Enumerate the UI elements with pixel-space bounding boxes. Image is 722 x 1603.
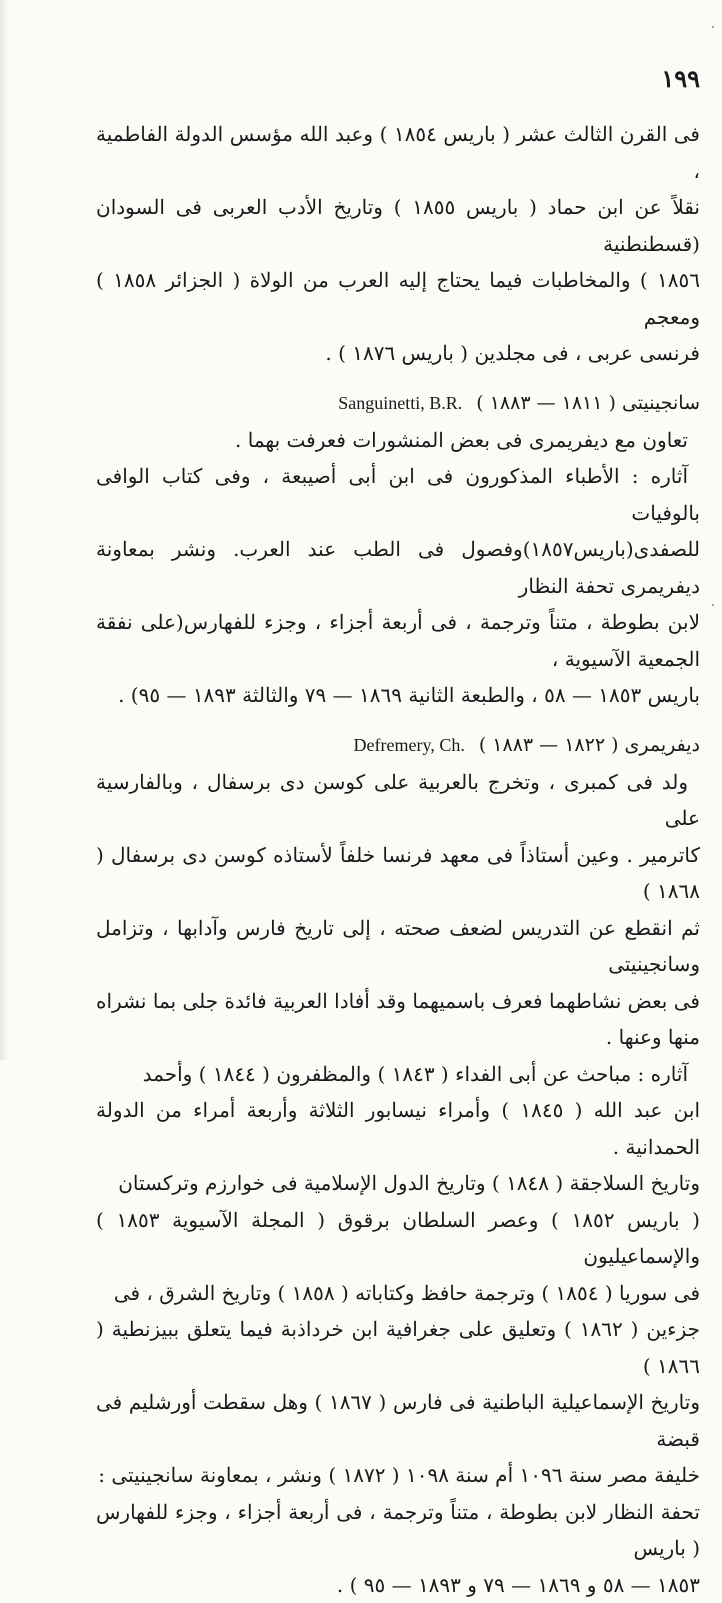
text-line: فرنسى عربى ، فى مجلدين ( باريس ١٨٧٦ ) . [96,335,700,372]
entry-works-paragraph [96,458,700,714]
entry-works-paragraph [96,1056,700,1603]
text-line: ١٨٥٦ ) والمخاطبات فيما يحتاج إليه العرب من الولاة ( الجزائر ١٨٥٨ ) ومعجم [96,262,700,335]
text-line: آثاره : مباحث عن أبى الفداء ( ١٨٤٣ ) والمظفرون ( ١٨٤٤ ) وأحمد [96,1056,700,1093]
text-line: كاترمير . وعين أستاذاً فى معهد فرنسا خلفاً لأستاذه كوسن دى برسفال ( ١٨٦٨ ) [96,837,700,910]
text-line: ثم انقطع عن التدريس لضعف صحته ، إلى تاريخ فارس وآدابها ، وتزامل وسانجينيتى [96,910,700,983]
text-line: ولد فى كمبرى ، وتخرج بالعربية على كوسن دى برسفال ، وبالفارسية على [96,764,700,837]
text-line: نقلاً عن ابن حماد ( باريس ١٨٥٥ ) وتاريخ الأدب العربى فى السودان (قسطنطنية [96,189,700,262]
text-line: ابن عبد الله ( ١٨٤٥ ) وأمراء نيسابور الثلاثة وأربعة أمراء من الدولة الحمدانية . [96,1092,700,1165]
text-line: خليفة مصر سنة ١٠٩٦ أم سنة ١٠٩٨ ( ١٨٧٢ ) ونشر ، بمعاونة سانجينيتى : [96,1457,700,1494]
entry-heading-arabic: ديفريمرى ( ١٨٢٢ — ١٨٨٣ ) [479,728,700,762]
paper-speck [712,604,714,606]
text-line: باريس ١٨٥٣ — ٥٨ ، والطبعة الثانية ١٨٦٩ — ٧٩ والثالثة ١٨٩٣ — ٩٥) . [96,677,700,714]
text-line: للصفدى(باريس١٨٥٧)وفصول فى الطب عند العرب. ونشر بمعاونة ديفريمرى تحفة النظار [96,531,700,604]
text-line: وتاريخ السلاجقة ( ١٨٤٨ ) وتاريخ الدول الإسلامية فى خوارزم وتركستان [96,1165,700,1202]
entry-paragraph [96,764,700,1056]
entry-heading-latin: Sanguinetti, B.R. [338,386,462,420]
paper-speck [712,26,714,28]
entry-heading-arabic: سانجينيتى ( ١٨١١ — ١٨٨٣ ) [476,386,700,420]
text-line: تعاون مع ديفريمرى فى بعض المنشورات فعرفت بهما . [96,422,700,459]
text-line: لابن بطوطة ، متناً وترجمة ، فى أربعة أجزاء ، وجزء للفهارس(على نفقة الجمعية الآسيوية ، [96,604,700,677]
text-line: ( باريس ١٨٥٢ ) وعصر السلطان برقوق ( المجلة الآسيوية ١٨٥٣ ) والإسماعيليون [96,1202,700,1275]
text-line: فى بعض نشاطهما فعرف باسميهما وقد أفادا العربية فائدة جلى بما نشراه منها وعنها . [96,983,700,1056]
entry-heading-defremery [96,728,700,762]
continuation-paragraph [96,116,700,372]
text-line: آثاره : الأطباء المذكورون فى ابن أبى أصيبعة ، وفى كتاب الوافى بالوفيات [96,458,700,531]
page-content [96,116,700,1603]
entry-heading-latin: Defremery, Ch. [354,728,465,762]
text-line: فى القرن الثالث عشر ( باريس ١٨٥٤ ) وعبد الله مؤسس الدولة الفاطمية ، [96,116,700,189]
text-line: وتاريخ الإسماعيلية الباطنية فى فارس ( ١٨٦٧ ) وهل سقطت أورشليم فى قبضة [96,1384,700,1457]
entry-paragraph [96,422,700,459]
text-line: تحفة النظار لابن بطوطة ، متناً وترجمة ، فى أربعة أجزاء ، وجزء للفهارس ( باريس [96,1494,700,1567]
text-line: جزءين ( ١٨٦٢ ) وتعليق على جغرافية ابن خرداذبة فيما يتعلق ببيزنطية ( ١٨٦٦ ) [96,1311,700,1384]
text-line: فى سوريا ( ١٨٥٤ ) وترجمة حافظ وكتاباته ( ١٨٥٨ ) وتاريخ الشرق ، فى [96,1275,700,1312]
entry-heading-sanguinetti [96,386,700,420]
page-edge-shadow [0,0,8,1060]
text-line: ١٨٥٣ — ٥٨ و ١٨٦٩ — ٧٩ و ١٨٩٣ — ٩٥ ) . [96,1567,700,1603]
page-number: ١٩٩ [661,64,700,93]
